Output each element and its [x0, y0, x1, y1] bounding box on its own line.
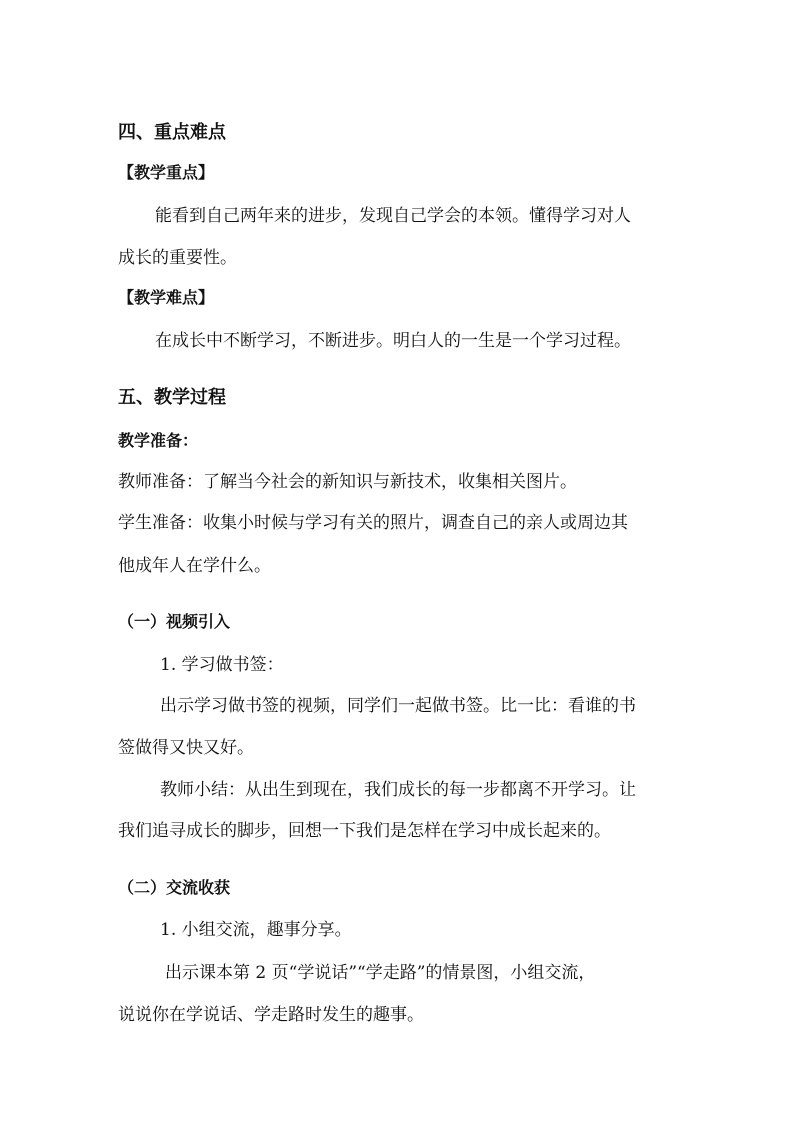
key-points-text-line-2: 成长的重要性。 [118, 248, 237, 268]
part-2-item-1-text-line-2: 说说你在学说话、学走路时发生的趣事。 [118, 1005, 424, 1025]
key-points-text-line-1: 能看到自己两年来的进步，发现自己学会的本领。懂得学习对人 [155, 206, 631, 226]
part-2-item-1-title: 1. 小组交流，趣事分享。 [160, 920, 352, 940]
difficulty-text: 在成长中不断学习，不断进步。明白人的一生是一个学习过程。 [155, 331, 631, 351]
student-prep-line-1: 学生准备：收集小时候与学习有关的照片，调查自己的亲人或周边其 [118, 513, 628, 533]
student-prep-line-2: 他成年人在学什么。 [118, 556, 271, 576]
part-1-item-1-text-line-2: 签做得又快又好。 [118, 738, 254, 758]
part-2-item-1-text-line-1: 出示课本第 2 页“学说话”“学走路”的情景图，小组交流， [165, 963, 596, 983]
prep-label: 教学准备： [118, 431, 199, 450]
key-points-label: 【教学重点】 [118, 163, 215, 182]
part-1-item-1-title: 1. 学习做书签： [160, 655, 284, 675]
difficulty-label: 【教学难点】 [118, 288, 215, 307]
part-1-heading: （一）视频引入 [118, 612, 231, 631]
teacher-summary-line-2: 我们追寻成长的脚步，回想一下我们是怎样在学习中成长起来的。 [118, 821, 611, 841]
part-2-heading: （二）交流收获 [118, 878, 231, 897]
teacher-summary-line-1: 教师小结：从出生到现在，我们成长的每一步都离不开学习。让 [160, 780, 636, 800]
section-4-heading: 四、重点难点 [118, 122, 226, 143]
section-5-heading: 五、教学过程 [118, 387, 226, 408]
teacher-prep-text: 教师准备：了解当今社会的新知识与新技术，收集相关图片。 [118, 472, 577, 492]
part-1-item-1-text-line-1: 出示学习做书签的视频，同学们一起做书签。比一比：看谁的书 [160, 696, 636, 716]
